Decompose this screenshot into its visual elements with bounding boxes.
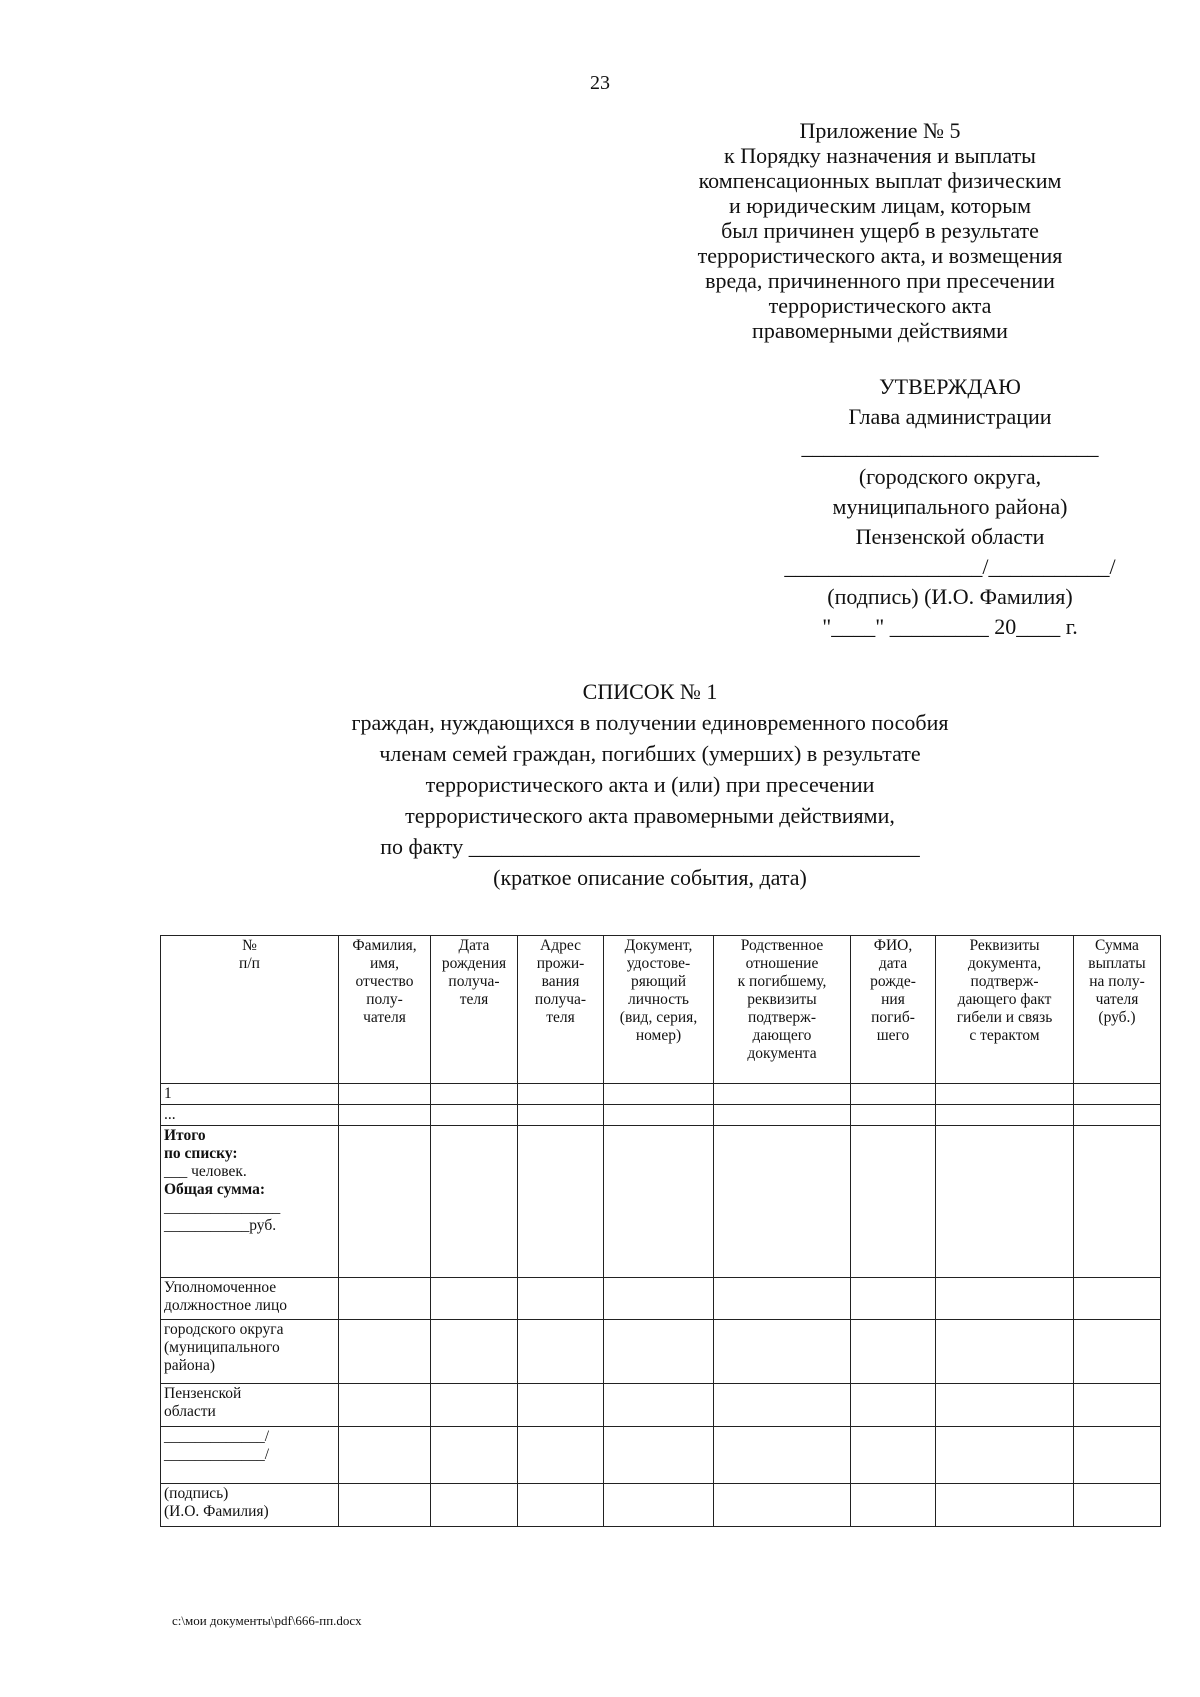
footer-file-path: c:\мои документы\pdf\666-пп.docx bbox=[172, 1613, 362, 1628]
table-cell bbox=[518, 1126, 604, 1278]
signature-blank-line: __________________/___________/ bbox=[784, 554, 1116, 579]
table-cell bbox=[1074, 1484, 1161, 1527]
list-subtitle-line: террористического акта правомерными действиями, bbox=[405, 803, 895, 828]
table-row bbox=[161, 1384, 1161, 1427]
table-row bbox=[161, 1105, 1161, 1126]
table-cell bbox=[518, 1384, 604, 1427]
table-cell bbox=[518, 1278, 604, 1320]
list-heading bbox=[300, 676, 1000, 893]
row-number-cell: 1 bbox=[161, 1084, 339, 1105]
table-cell bbox=[851, 1126, 936, 1278]
table-cell bbox=[339, 1484, 431, 1527]
header-cell-address: Адрес прожи- вания получа- теля bbox=[518, 936, 604, 1084]
table-cell bbox=[431, 1105, 518, 1126]
table-cell bbox=[1074, 1384, 1161, 1427]
table-cell bbox=[851, 1320, 936, 1384]
table-cell bbox=[851, 1484, 936, 1527]
table-cell bbox=[936, 1384, 1074, 1427]
appendix-line: компенсационных выплат физическим bbox=[698, 168, 1062, 193]
table-cell bbox=[714, 1384, 851, 1427]
table-cell bbox=[936, 1320, 1074, 1384]
table-row bbox=[161, 1084, 1161, 1105]
approval-line: (городского округа, bbox=[858, 464, 1042, 489]
approval-block bbox=[740, 372, 1160, 642]
table-cell bbox=[518, 1084, 604, 1105]
table-cell bbox=[714, 1105, 851, 1126]
table-cell bbox=[604, 1105, 714, 1126]
header-cell-id-document: Документ, удостове- ряющий личность (вид, серия, номер) bbox=[604, 936, 714, 1084]
table-cell bbox=[604, 1484, 714, 1527]
approval-line: Глава администрации bbox=[848, 404, 1052, 429]
approval-line: муниципального района) bbox=[832, 494, 1068, 519]
table-cell bbox=[604, 1384, 714, 1427]
table-cell bbox=[431, 1484, 518, 1527]
table-cell bbox=[1074, 1278, 1161, 1320]
table-cell bbox=[851, 1278, 936, 1320]
header-cell-name: Фамилия, имя, отчество полу- чателя bbox=[339, 936, 431, 1084]
table-cell bbox=[431, 1126, 518, 1278]
table-cell bbox=[936, 1084, 1074, 1105]
header-cell-relationship: Родственное отношение к погибшему, реквизиты подтверж- дающего документа bbox=[714, 936, 851, 1084]
header-cell-deceased: ФИО, дата рожде- ния погиб- шего bbox=[851, 936, 936, 1084]
table-cell bbox=[339, 1105, 431, 1126]
table-cell bbox=[1074, 1105, 1161, 1126]
appendix-line: террористического акта, и возмещения bbox=[697, 243, 1063, 268]
table-cell bbox=[936, 1427, 1074, 1484]
table-cell bbox=[851, 1105, 936, 1126]
signature-caption: (подпись) (И.О. Фамилия) bbox=[827, 584, 1073, 609]
header-cell-amount: Сумма выплаты на полу- чателя (руб.) bbox=[1074, 936, 1161, 1084]
table-cell bbox=[604, 1126, 714, 1278]
table-cell bbox=[604, 1084, 714, 1105]
total-cell bbox=[161, 1126, 339, 1278]
appendix-line: к Порядку назначения и выплаты bbox=[724, 143, 1036, 168]
header-cell-death-document: Реквизиты документа, подтверж- дающего факт гибели и связь с терактом bbox=[936, 936, 1074, 1084]
official-cell: городского округа (муниципального района) bbox=[161, 1320, 339, 1384]
table-cell bbox=[339, 1278, 431, 1320]
approval-blank-line: ___________________________ bbox=[801, 434, 1099, 459]
table-cell bbox=[1074, 1427, 1161, 1484]
table-cell bbox=[518, 1427, 604, 1484]
table-cell bbox=[431, 1427, 518, 1484]
table-cell bbox=[604, 1278, 714, 1320]
official-cell: Уполномоченное должностное лицо bbox=[161, 1278, 339, 1320]
table-cell bbox=[936, 1484, 1074, 1527]
table-cell bbox=[936, 1105, 1074, 1126]
table-row bbox=[161, 1484, 1161, 1527]
total-sum-blank-line: _______________ bbox=[164, 1199, 281, 1216]
row-ellipsis-cell: ... bbox=[161, 1105, 339, 1126]
table-cell bbox=[714, 1320, 851, 1384]
table-cell bbox=[339, 1126, 431, 1278]
event-fact-line: по факту _________________________________________ bbox=[380, 834, 920, 859]
date-blank-line: "____" _________ 20____ г. bbox=[822, 614, 1078, 639]
total-people-line: ___ человек. bbox=[164, 1163, 247, 1180]
table-row bbox=[161, 1427, 1161, 1484]
total-by-list-label: по списку: bbox=[164, 1145, 238, 1162]
table-cell bbox=[714, 1427, 851, 1484]
total-sum-rub-line: ___________руб. bbox=[164, 1217, 277, 1234]
list-title: СПИСОК № 1 bbox=[582, 679, 718, 704]
table-cell bbox=[431, 1084, 518, 1105]
appendix-caption bbox=[640, 118, 1120, 343]
table-cell bbox=[339, 1320, 431, 1384]
official-cell: Пензенской области bbox=[161, 1384, 339, 1427]
table-cell bbox=[604, 1320, 714, 1384]
appendix-line: вреда, причиненного при пресечении bbox=[705, 268, 1055, 293]
table-cell bbox=[431, 1278, 518, 1320]
table-cell bbox=[518, 1484, 604, 1527]
header-cell-birth-date: Дата рождения получа- теля bbox=[431, 936, 518, 1084]
table-cell bbox=[431, 1384, 518, 1427]
table-cell bbox=[339, 1427, 431, 1484]
table-cell bbox=[1074, 1084, 1161, 1105]
event-fact-caption: (краткое описание события, дата) bbox=[493, 865, 807, 890]
appendix-line: террористического акта bbox=[768, 293, 992, 318]
approval-title: УТВЕРЖДАЮ bbox=[879, 374, 1021, 399]
table-cell bbox=[518, 1105, 604, 1126]
table-total-row bbox=[161, 1126, 1161, 1278]
table-cell bbox=[714, 1126, 851, 1278]
table-cell bbox=[851, 1427, 936, 1484]
table-cell bbox=[714, 1084, 851, 1105]
page-number: 23 bbox=[590, 72, 610, 94]
table-cell bbox=[431, 1320, 518, 1384]
official-signature-caption-cell: (подпись) (И.О. Фамилия) bbox=[161, 1484, 339, 1527]
table-cell bbox=[1074, 1126, 1161, 1278]
table-row bbox=[161, 1278, 1161, 1320]
table-header-row bbox=[161, 936, 1161, 1084]
total-sum-label: Общая сумма: bbox=[164, 1181, 266, 1198]
appendix-line: и юридическим лицам, которым bbox=[729, 193, 1031, 218]
recipients-table bbox=[160, 935, 1161, 1527]
official-signature-cell: _____________/ _____________/ bbox=[161, 1427, 339, 1484]
table-row bbox=[161, 1320, 1161, 1384]
table-cell bbox=[851, 1384, 936, 1427]
table-cell bbox=[339, 1084, 431, 1105]
table-cell bbox=[518, 1320, 604, 1384]
table-cell bbox=[339, 1384, 431, 1427]
list-subtitle-line: членам семей граждан, погибших (умерших) в результате bbox=[379, 741, 921, 766]
approval-line: Пензенской области bbox=[855, 524, 1045, 549]
table-cell bbox=[604, 1427, 714, 1484]
table-cell bbox=[936, 1278, 1074, 1320]
header-cell-number: № п/п bbox=[161, 936, 339, 1084]
table-cell bbox=[1074, 1320, 1161, 1384]
table-cell bbox=[714, 1278, 851, 1320]
appendix-line: был причинен ущерб в результате bbox=[721, 218, 1039, 243]
total-label: Итого bbox=[164, 1127, 206, 1144]
table-cell bbox=[714, 1484, 851, 1527]
list-subtitle-line: террористического акта и (или) при пресечении bbox=[425, 772, 875, 797]
table-cell bbox=[936, 1126, 1074, 1278]
appendix-line: правомерными действиями bbox=[752, 318, 1008, 343]
list-subtitle-line: граждан, нуждающихся в получении единовременного пособия bbox=[351, 710, 949, 735]
table-cell bbox=[851, 1084, 936, 1105]
appendix-line: Приложение № 5 bbox=[799, 118, 961, 143]
